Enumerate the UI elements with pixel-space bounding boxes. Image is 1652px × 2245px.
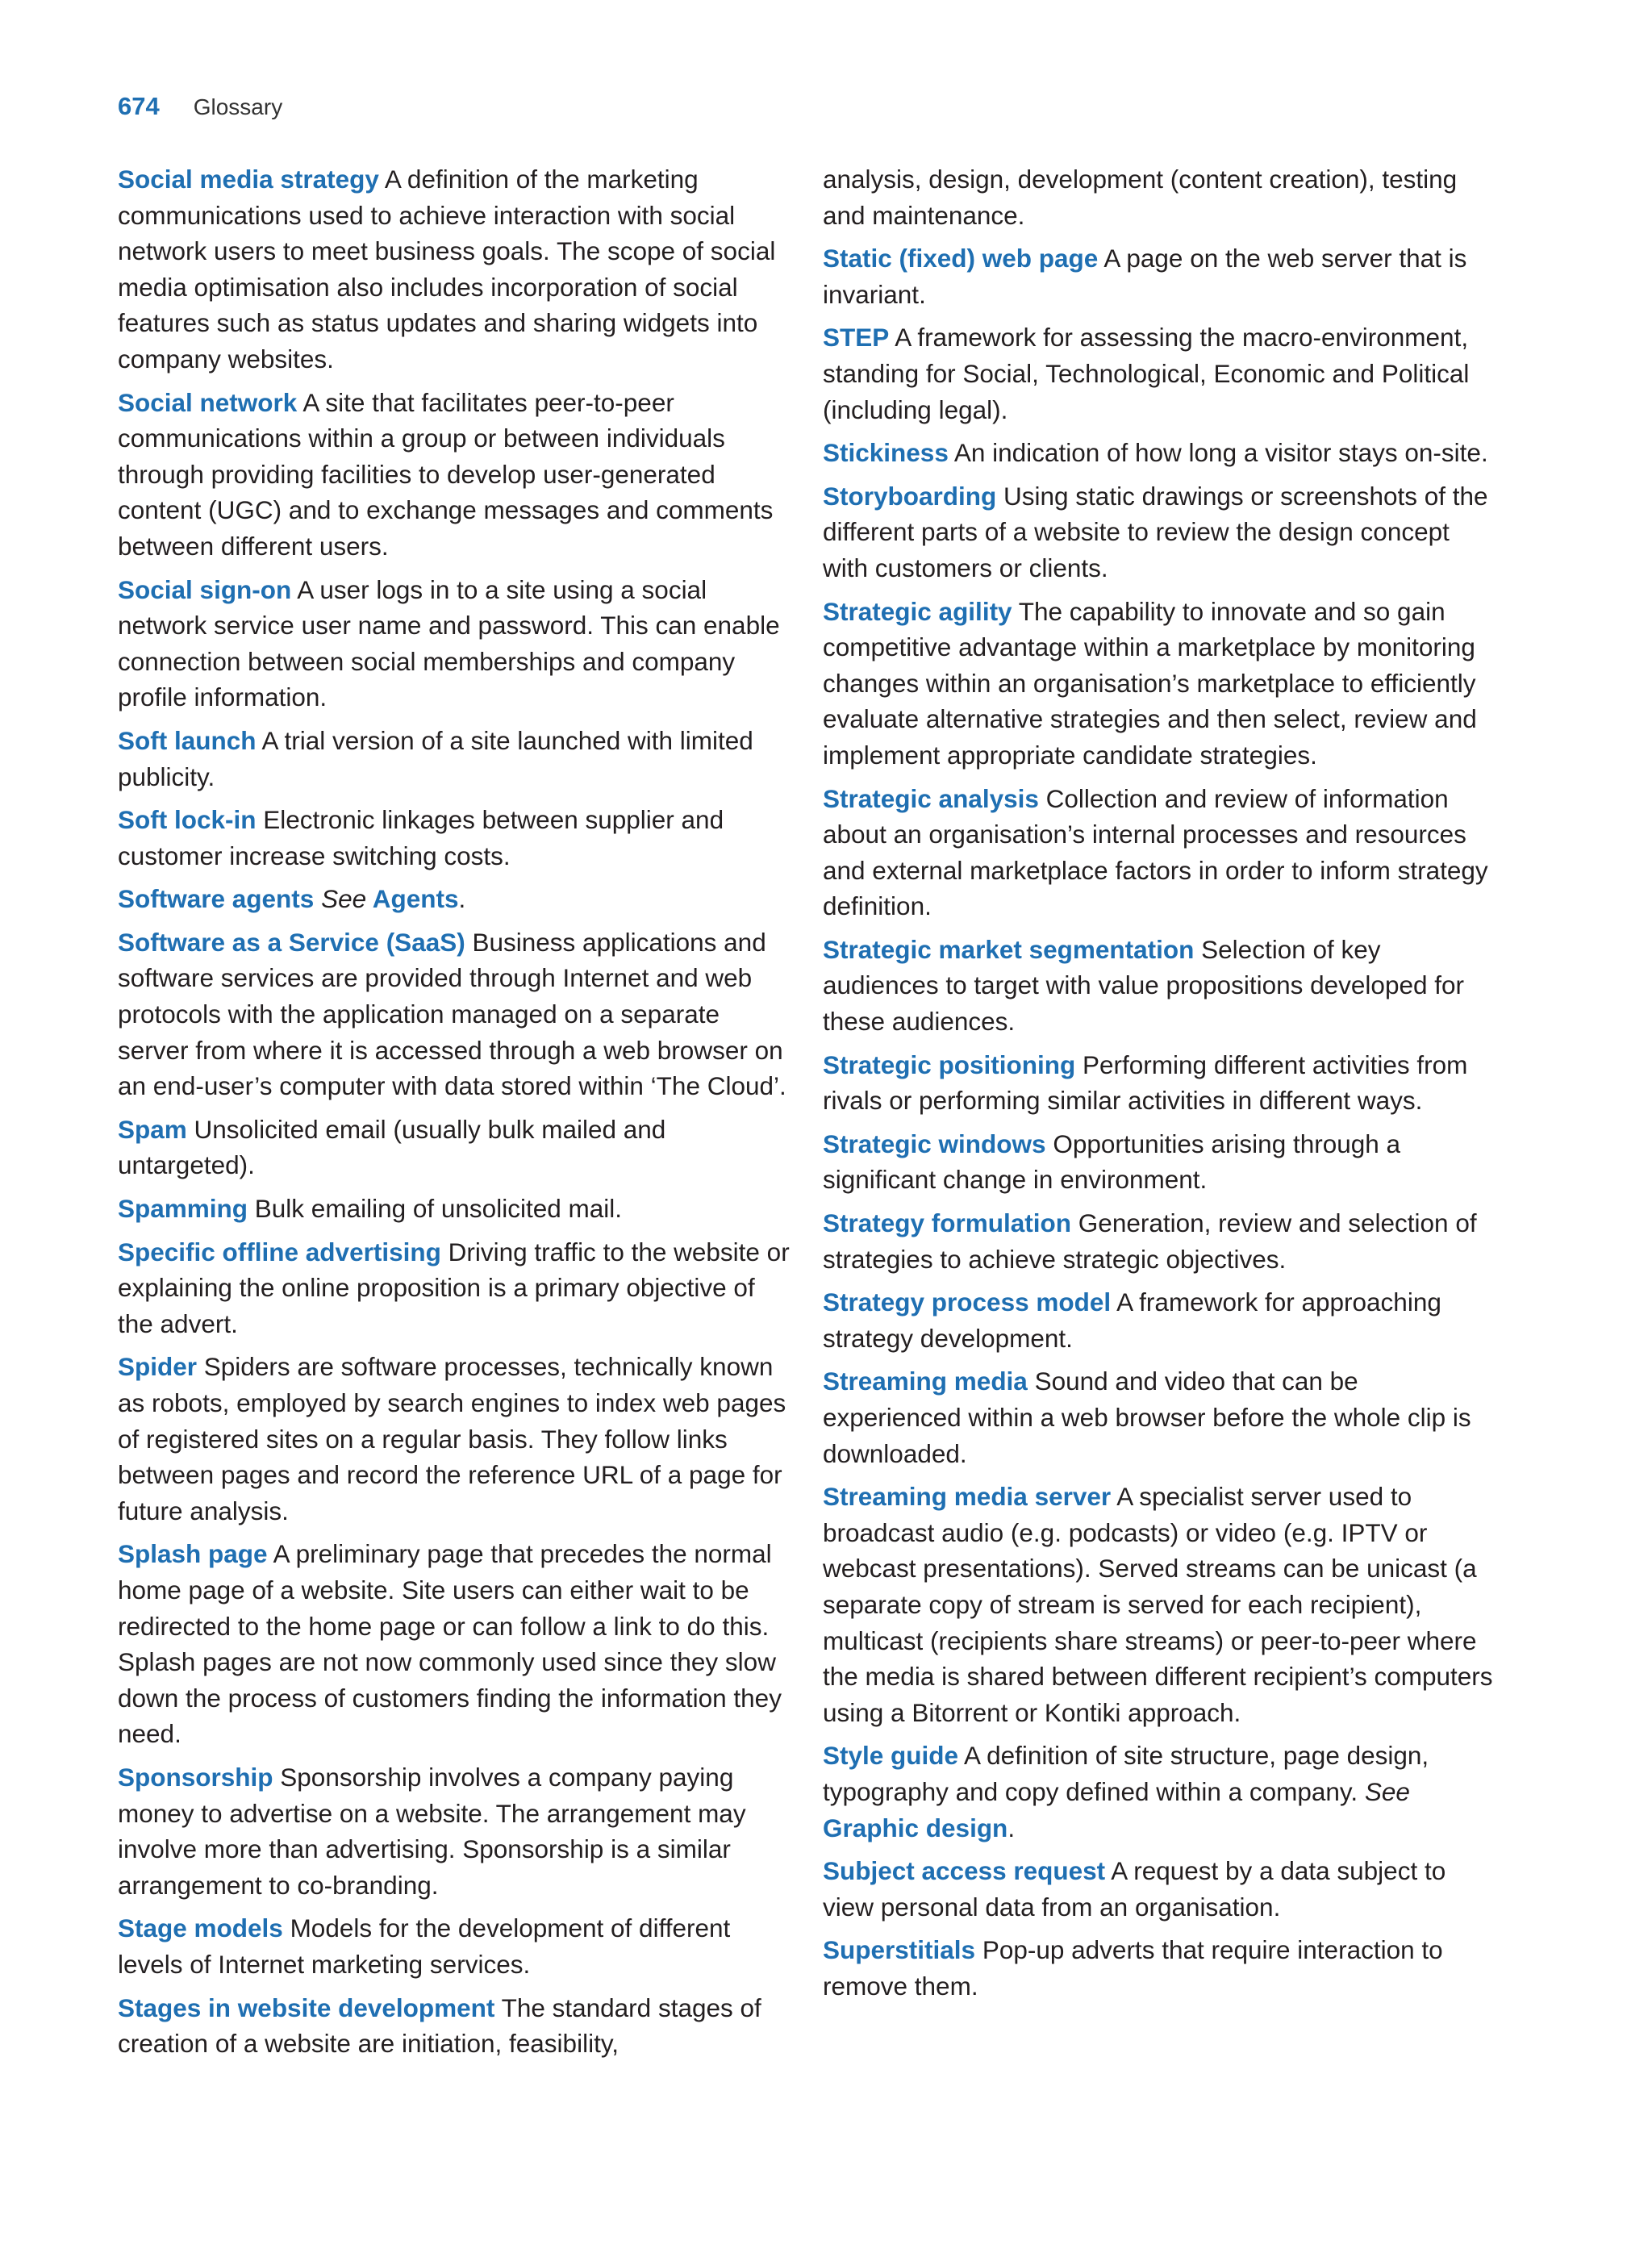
glossary-entry xyxy=(823,1284,1500,1356)
glossary-definition: Unsolicited email (usually bulk mailed and untargeted). xyxy=(118,1114,666,1180)
glossary-term: Strategic positioning xyxy=(823,1049,1076,1079)
glossary-definition: Bulk emailing of unsolicited mail. xyxy=(248,1194,622,1224)
glossary-entry xyxy=(118,385,795,565)
glossary-definition: A user logs in to a site using a social network service user name and password. This can enable connection between social memberships and company profile information. xyxy=(118,574,780,712)
glossary-definition: A site that facilitates peer-to-peer communications within a group or between individuals through providing facilities to develop user-generated content (UGC) and to exchange messages and comments between different users. xyxy=(118,387,774,561)
glossary-term: Software agents xyxy=(118,884,315,914)
glossary-entry xyxy=(823,1738,1500,1846)
glossary-term: Soft launch xyxy=(118,725,257,755)
glossary-definition: analysis, design, development (content creation), testing and maintenance. xyxy=(823,165,1458,230)
glossary-entry xyxy=(118,161,795,378)
glossary-definition: Performing different activities from rivals or performing similar activities in different ways. xyxy=(823,1049,1468,1116)
glossary-definition: Pop-up adverts that require interaction to remove them. xyxy=(823,1935,1443,2001)
glossary-definition: A definition of the marketing communications used to achieve interaction with social network users to meet business goals. The scope of social media optimisation also includes incorporation of social features such as status updates and sharing widgets into company websites. xyxy=(118,165,776,373)
glossary-term: Strategic agility xyxy=(823,596,1012,626)
glossary-term: Strategic market segmentation xyxy=(823,934,1195,964)
glossary-entry xyxy=(823,1126,1500,1198)
glossary-entry xyxy=(823,594,1500,774)
glossary-term: Superstitials xyxy=(823,1935,976,1965)
glossary-definition: A request by a data subject to view personal data from an organisation. xyxy=(823,1856,1446,1922)
glossary-term: Streaming media server xyxy=(823,1482,1112,1512)
glossary-definition: Collection and review of information about an organisation’s internal processes and resources and external marketplace factors in order to inform strategy definition. xyxy=(823,783,1488,921)
glossary-term: Storyboarding xyxy=(823,481,997,511)
glossary-definition: Opportunities arising through a significant change in environment. xyxy=(823,1129,1401,1195)
glossary-term: Social sign-on xyxy=(118,574,292,604)
glossary-definition: Using static drawings or screenshots of the different parts of a website to review the design concept with customers or clients. xyxy=(823,481,1488,582)
glossary-term: Sponsorship xyxy=(118,1762,273,1792)
glossary-term: Static (fixed) web page xyxy=(823,244,1099,273)
glossary-definition: Sound and video that can be experienced within a web browser before the whole clip is downloaded. xyxy=(823,1367,1471,1468)
glossary-definition: An indication of how long a visitor stays on-site. xyxy=(948,438,1488,468)
glossary-term: Software as a Service (SaaS) xyxy=(118,927,465,957)
glossary-entry xyxy=(118,1349,795,1529)
glossary-term: Strategy process model xyxy=(823,1287,1112,1317)
glossary-entry xyxy=(118,1759,795,1903)
running-title: Glossary xyxy=(193,94,283,119)
glossary-term: Strategic windows xyxy=(823,1129,1046,1158)
glossary-term: Stickiness xyxy=(823,438,949,468)
glossary-definition: Sponsorship involves a company paying money to advertise on a website. The arrangement may involve more than advertising. Sponsorship is a similar arrangement to co-branding. xyxy=(118,1762,746,1900)
glossary-definition: The capability to innovate and so gain competitive advantage within a marketplace by monitoring changes within an organisation’s marketplace to efficiently evaluate alternative strategies and then select, review and implement appropriate candidate strategies. xyxy=(823,596,1477,770)
glossary-entry xyxy=(823,781,1500,924)
glossary-entry xyxy=(823,1479,1500,1730)
glossary-entry xyxy=(823,478,1500,586)
glossary-entry xyxy=(118,802,795,874)
glossary-term: Strategic analysis xyxy=(823,783,1039,813)
glossary-entry xyxy=(118,1191,795,1227)
glossary-definition: A framework for assessing the macro-environment, standing for Social, Technological, Economic and Political (including legal). xyxy=(823,323,1470,424)
glossary-entry xyxy=(118,1234,795,1342)
glossary-term: Stage models xyxy=(118,1913,283,1943)
glossary-term: Soft lock-in xyxy=(118,805,257,835)
glossary-entry xyxy=(823,1205,1500,1277)
see-reference-label: See xyxy=(1364,1776,1410,1806)
glossary-entry xyxy=(118,881,795,917)
glossary-entry xyxy=(823,1047,1500,1119)
glossary-definition: A framework for approaching strategy development. xyxy=(823,1287,1441,1353)
glossary-term: Splash page xyxy=(118,1539,268,1569)
glossary-definition: A page on the web server that is invariant. xyxy=(823,244,1467,309)
glossary-definition: Business applications and software services are provided through Internet and web protocols with the application managed on a separate server from where it is accessed through a web browser on an end-user’s computer with data stored within ‘The Cloud’. xyxy=(118,927,786,1101)
glossary-term: Specific offline advertising xyxy=(118,1237,441,1266)
glossary-definition: A definition of site structure, page design, typography and copy defined within a company. xyxy=(823,1741,1429,1806)
glossary-definition: Spiders are software processes, technically known as robots, employed by search engines to index web pages of registered sites on a regular basis. They follow links between pages and record the reference URL of a page for future analysis. xyxy=(118,1352,786,1525)
glossary-definition: A specialist server used to broadcast audio (e.g. podcasts) or video (e.g. IPTV or webcast presentations). Served streams can be unicast (a separate copy of stream is served for each recipient), multicast (recipients share streams) or peer-to-peer where the media is shared between different recipient’s computers using a Bitorrent or Kontiki approach. xyxy=(823,1482,1493,1727)
cross-reference-term[interactable]: Graphic design xyxy=(823,1813,1008,1842)
glossary-entry xyxy=(823,1853,1500,1925)
glossary-term: Subject access request xyxy=(823,1856,1106,1886)
glossary-entry xyxy=(118,723,795,795)
glossary-entry xyxy=(118,572,795,716)
glossary-term: Social media strategy xyxy=(118,165,379,194)
see-reference-label: See xyxy=(321,884,367,914)
glossary-column-left xyxy=(118,161,795,2069)
glossary-term: STEP xyxy=(823,323,890,353)
glossary-entry xyxy=(823,1363,1500,1471)
glossary-definition: The standard stages of creation of a website are initiation, feasibility, xyxy=(118,1993,761,2059)
glossary-definition: A preliminary page that precedes the normal home page of a website. Site users can either wait to be redirected to the home page or can follow a link to do this. Splash pages are not now commonly used since they slow down the process of customers finding the information they need. xyxy=(118,1539,782,1749)
glossary-definition: A trial version of a site launched with limited publicity. xyxy=(118,725,753,791)
glossary-entry xyxy=(118,1910,795,1982)
glossary-entry xyxy=(118,1990,795,2062)
glossary-term: Streaming media xyxy=(823,1367,1028,1396)
glossary-definition: Selection of key audiences to target with value propositions developed for these audiences. xyxy=(823,934,1465,1037)
glossary-definition: Generation, review and selection of strategies to achieve strategic objectives. xyxy=(823,1208,1477,1274)
glossary-term: Spam xyxy=(118,1114,187,1144)
running-head xyxy=(118,92,282,129)
cross-reference-punctuation: . xyxy=(1007,1813,1016,1842)
glossary-term: Social network xyxy=(118,387,298,417)
glossary-entry xyxy=(118,1536,795,1752)
glossary-term: Spamming xyxy=(118,1194,248,1224)
page-number: 674 xyxy=(118,92,160,120)
glossary-entry xyxy=(823,161,1500,233)
cross-reference-term[interactable]: Agents xyxy=(366,884,459,914)
glossary-term: Stages in website development xyxy=(118,1993,495,2022)
glossary-definition xyxy=(314,884,321,913)
glossary-entry xyxy=(823,1932,1500,2004)
glossary-entry xyxy=(823,319,1500,428)
glossary-definition: Electronic linkages between supplier and customer increase switching costs. xyxy=(118,805,724,870)
glossary-definition: Models for the development of different levels of Internet marketing services. xyxy=(118,1913,731,1979)
glossary-definition: Driving traffic to the website or explaining the online proposition is a primary objective of the advert. xyxy=(118,1237,790,1338)
glossary-column-right xyxy=(823,161,1500,2012)
glossary-entry xyxy=(823,435,1500,471)
glossary-term: Spider xyxy=(118,1352,198,1382)
glossary-entry xyxy=(823,240,1500,312)
glossary-term: Style guide xyxy=(823,1741,959,1771)
glossary-entry xyxy=(823,932,1500,1040)
glossary-term: Strategy formulation xyxy=(823,1208,1072,1238)
cross-reference-punctuation: . xyxy=(458,884,466,914)
glossary-entry xyxy=(118,1112,795,1183)
glossary-entry xyxy=(118,924,795,1104)
